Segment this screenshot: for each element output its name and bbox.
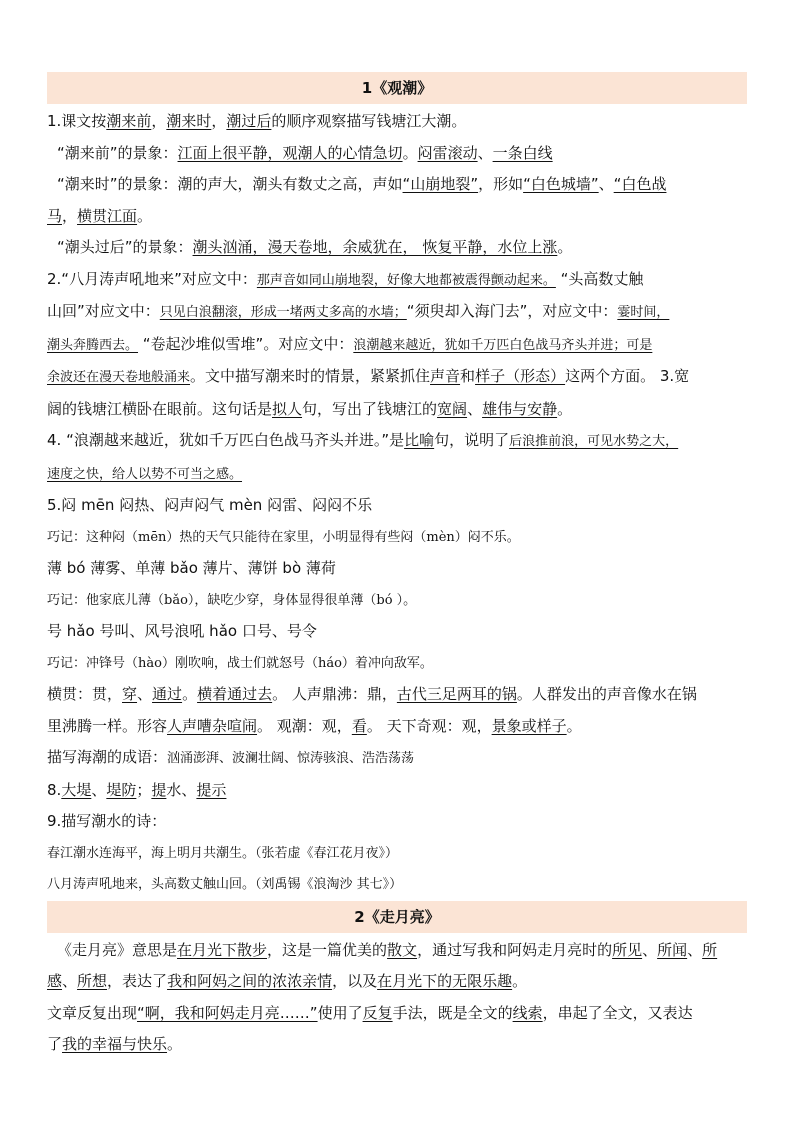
text: 这两个方面。 3.宽 xyxy=(565,367,690,385)
underlined-answer: 所 xyxy=(702,940,718,959)
text: 山回”对应文中： xyxy=(47,302,160,320)
text: 。 xyxy=(182,685,198,703)
underlined-answer: 比喻 xyxy=(404,431,435,449)
text: 手法，既是全文的 xyxy=(392,1003,513,1022)
text-line xyxy=(47,329,747,362)
underlined-answer: 景象或样子 xyxy=(491,716,567,735)
underlined-answer: 那声音如同山崩地裂，好像大地都被震得颤动起来。 xyxy=(256,272,556,288)
text-line xyxy=(47,425,747,458)
text: “须臾却入海门去”，对应文中： xyxy=(406,302,618,320)
text: 。 人声鼎沸：鼎， xyxy=(272,685,397,703)
text: 。 xyxy=(566,716,582,735)
text: 的顺序观察描写钱塘江大潮。 xyxy=(271,112,467,130)
document-content xyxy=(47,72,747,1061)
text: 。 xyxy=(402,143,418,162)
underlined-answer: 只见白浪翻滚，形成一堵两丈多高的水墙； xyxy=(159,305,407,320)
text-line xyxy=(47,742,747,775)
text-line xyxy=(47,106,747,138)
underlined-answer: 我和阿妈之间的浓浓亲情 xyxy=(167,972,333,990)
text-line xyxy=(47,935,747,967)
text: 使用了 xyxy=(317,1003,363,1022)
text: 《走月亮》意思是 xyxy=(57,940,178,959)
underlined-answer: 所想 xyxy=(77,972,108,990)
poem-line: 八月涛声吼地来，头高数丈触山回。（刘禹锡《浪淘沙 其七》） xyxy=(47,877,403,892)
text: 。 观潮：观， xyxy=(257,716,352,735)
text: 。 xyxy=(167,1035,183,1053)
underlined-answer: 潮过后 xyxy=(226,112,272,130)
underlined-answer: 宽阔 xyxy=(437,399,468,418)
text: ， xyxy=(62,206,78,225)
underlined-answer: 提示 xyxy=(196,780,227,799)
underlined-answer: 霎时间， xyxy=(617,305,670,320)
text: “潮来前”的景象： xyxy=(57,143,178,162)
underlined-answer: 江面上很平静，观潮人的心情急切 xyxy=(177,143,403,162)
underlined-answer: “山崩地裂” xyxy=(402,175,479,193)
text-line xyxy=(47,296,747,329)
underlined-answer: 在月光下的无限乐趣 xyxy=(377,972,513,990)
text: 、 xyxy=(477,143,493,162)
text-line: 号 hǎo 号叫、风号浪吼 hǎo 口号、号令 xyxy=(47,622,317,640)
underlined-answer: 堤防 xyxy=(106,780,137,799)
text: 。 天下奇观：观， xyxy=(366,716,492,735)
text-line: 薄 bó 薄雾、单薄 bǎo 薄片、薄饼 bò 薄荷 xyxy=(47,559,336,577)
mnemonic-line: 巧记：这种闷（mēn）热的天气只能待在家里，小明显得有些闷（mèn）闷不乐。 xyxy=(47,529,520,545)
text-line xyxy=(47,361,747,394)
text-line xyxy=(47,711,747,743)
underlined-answer: 感 xyxy=(47,972,63,990)
text-line xyxy=(47,1029,747,1061)
text-line: 5.闷 mēn 闷热、闷声闷气 mèn 闷雷、闷闷不乐 xyxy=(47,496,373,514)
idiom-list: 汹涌澎湃、波澜壮阔、惊涛骇浪、浩浩荡荡 xyxy=(167,751,415,766)
text-line xyxy=(47,394,747,426)
underlined-answer: 潮头奔腾西去。 xyxy=(47,337,139,353)
underlined-answer: 在月光下散步 xyxy=(177,940,268,959)
underlined-answer: 速度之快，给人以势不可当之感。 xyxy=(47,466,243,482)
poem-line: 春江潮水连海平，海上明月共潮生。（张若虚《春江花月夜》） xyxy=(47,845,399,861)
text: 。 xyxy=(557,238,573,256)
underlined-answer: 看 xyxy=(351,716,367,735)
text: ； xyxy=(136,780,152,799)
text: 、 xyxy=(62,972,78,990)
underlined-answer: 我的幸福与快乐 xyxy=(62,1035,168,1053)
text: ，以及 xyxy=(332,972,378,990)
text: ， xyxy=(151,112,167,130)
text: 、 xyxy=(598,175,614,193)
text: “潮来时”的景象：潮的声大，潮头有数丈之高，声如 xyxy=(57,175,403,193)
text: 、 xyxy=(467,399,483,418)
text: ，形如 xyxy=(478,175,524,193)
text-line xyxy=(47,966,747,998)
text: ，这是一篇优美的 xyxy=(267,940,388,959)
text: 2.“八月涛声吼地来”对应文中： xyxy=(47,269,257,288)
text: ，表达了 xyxy=(107,972,168,990)
text: 了 xyxy=(47,1035,63,1053)
text-line xyxy=(47,169,747,201)
mnemonic-line: 巧记：冲锋号（hào）刚吹响，战士们就怒号（háo）着冲向敌军。 xyxy=(47,655,433,671)
text-line xyxy=(47,998,747,1030)
text: 阔的钱塘江横卧在眼前。这句话是 xyxy=(47,399,273,418)
text: 、 xyxy=(137,685,153,703)
mnemonic-line: 巧记：他家底儿薄（bǎo），缺吃少穿，身体显得很单薄（bó ）。 xyxy=(47,592,417,608)
text: 描写海潮的成语： xyxy=(47,748,168,766)
underlined-answer: 线索 xyxy=(512,1003,543,1022)
underlined-answer: 横贯江面 xyxy=(77,206,138,225)
underlined-answer: 反复 xyxy=(362,1003,393,1022)
underlined-answer: 人声嘈杂喧闹 xyxy=(167,716,258,735)
underlined-answer: 雄伟与安静 xyxy=(482,399,558,418)
underlined-answer: 散文 xyxy=(387,940,418,959)
text: 。 xyxy=(137,206,153,225)
text: 、 xyxy=(687,940,703,959)
text: ，串起了全文，又表达 xyxy=(542,1003,693,1022)
underlined-answer: 横着通过去 xyxy=(197,685,273,703)
text: 句，说明了 xyxy=(434,431,510,449)
underlined-answer: 所闻 xyxy=(657,940,688,959)
text-line xyxy=(47,458,747,491)
text-line xyxy=(47,264,747,297)
text: “潮头过后”的景象： xyxy=(57,238,193,256)
underlined-answer: 拟人 xyxy=(272,399,303,418)
section-title-zouyueliang: 2《走月亮》 xyxy=(47,901,747,933)
underlined-answer: 潮头汹涌，漫天卷地，余威犹在， 恢复平静，水位上涨 xyxy=(192,238,558,256)
underlined-answer: 声音 xyxy=(430,367,461,385)
text-line xyxy=(47,232,747,264)
text: ， xyxy=(211,112,227,130)
text: 8. xyxy=(47,780,62,799)
underlined-answer: “啊，我和阿妈走月亮……” xyxy=(137,1003,318,1022)
underlined-answer: 浪潮越来越近，犹如千万匹白色战马齐头并进；可是 xyxy=(353,337,653,353)
text: 4. “浪潮越来越近，犹如千万匹白色战马齐头并进。”是 xyxy=(47,431,405,449)
underlined-answer: 穿 xyxy=(122,685,138,703)
underlined-answer: “白色战 xyxy=(613,175,667,193)
text: 和 xyxy=(460,367,476,385)
text: ，通过写我和阿妈走月亮时的 xyxy=(417,940,613,959)
text: “卷起沙堆似雪堆”。对应文中： xyxy=(138,334,354,353)
text: 、 xyxy=(642,940,658,959)
underlined-answer: 潮来时 xyxy=(166,112,212,130)
underlined-answer: “白色城墙” xyxy=(523,175,599,193)
text: 句，写出了钱塘江的 xyxy=(302,399,438,418)
underlined-answer: 通过 xyxy=(152,685,183,703)
underlined-answer: 潮来前 xyxy=(106,112,152,130)
text: 水、 xyxy=(166,780,197,799)
text: 、 xyxy=(91,780,107,799)
text: 。 xyxy=(557,399,573,418)
underlined-answer: 后浪推前浪，可见水势之大， xyxy=(509,434,679,449)
text-line xyxy=(47,679,747,711)
text: 。文中描写潮来时的情景，紧紧抓住 xyxy=(190,367,431,385)
underlined-answer: 马 xyxy=(47,206,63,225)
text: 1.课文按 xyxy=(47,112,107,130)
underlined-answer: 一条白线 xyxy=(492,143,553,162)
text-line xyxy=(47,138,747,170)
text: 。 xyxy=(512,972,528,990)
underlined-answer: 古代三足两耳的锅 xyxy=(396,685,517,703)
underlined-answer: 样子（形态） xyxy=(475,367,566,385)
text-line xyxy=(47,775,747,807)
underlined-answer: 提 xyxy=(151,780,167,799)
underlined-answer: 大堤 xyxy=(61,780,92,799)
section-title-guanchao: 1《观潮》 xyxy=(47,72,747,104)
text-line xyxy=(47,201,747,233)
text: 里沸腾一样。形容 xyxy=(47,716,168,735)
text: “头高数丈触 xyxy=(555,269,644,288)
text-line: 9.描写潮水的诗： xyxy=(47,812,167,830)
underlined-answer: 所见 xyxy=(612,940,643,959)
underlined-answer: 闷雷滚动 xyxy=(417,143,478,162)
text: 横贯：贯， xyxy=(47,685,123,703)
text: 文章反复出现 xyxy=(47,1003,138,1022)
underlined-answer: 余波还在漫天卷地般涌来 xyxy=(47,370,191,385)
text: 。人群发出的声音像水在锅 xyxy=(516,685,697,703)
